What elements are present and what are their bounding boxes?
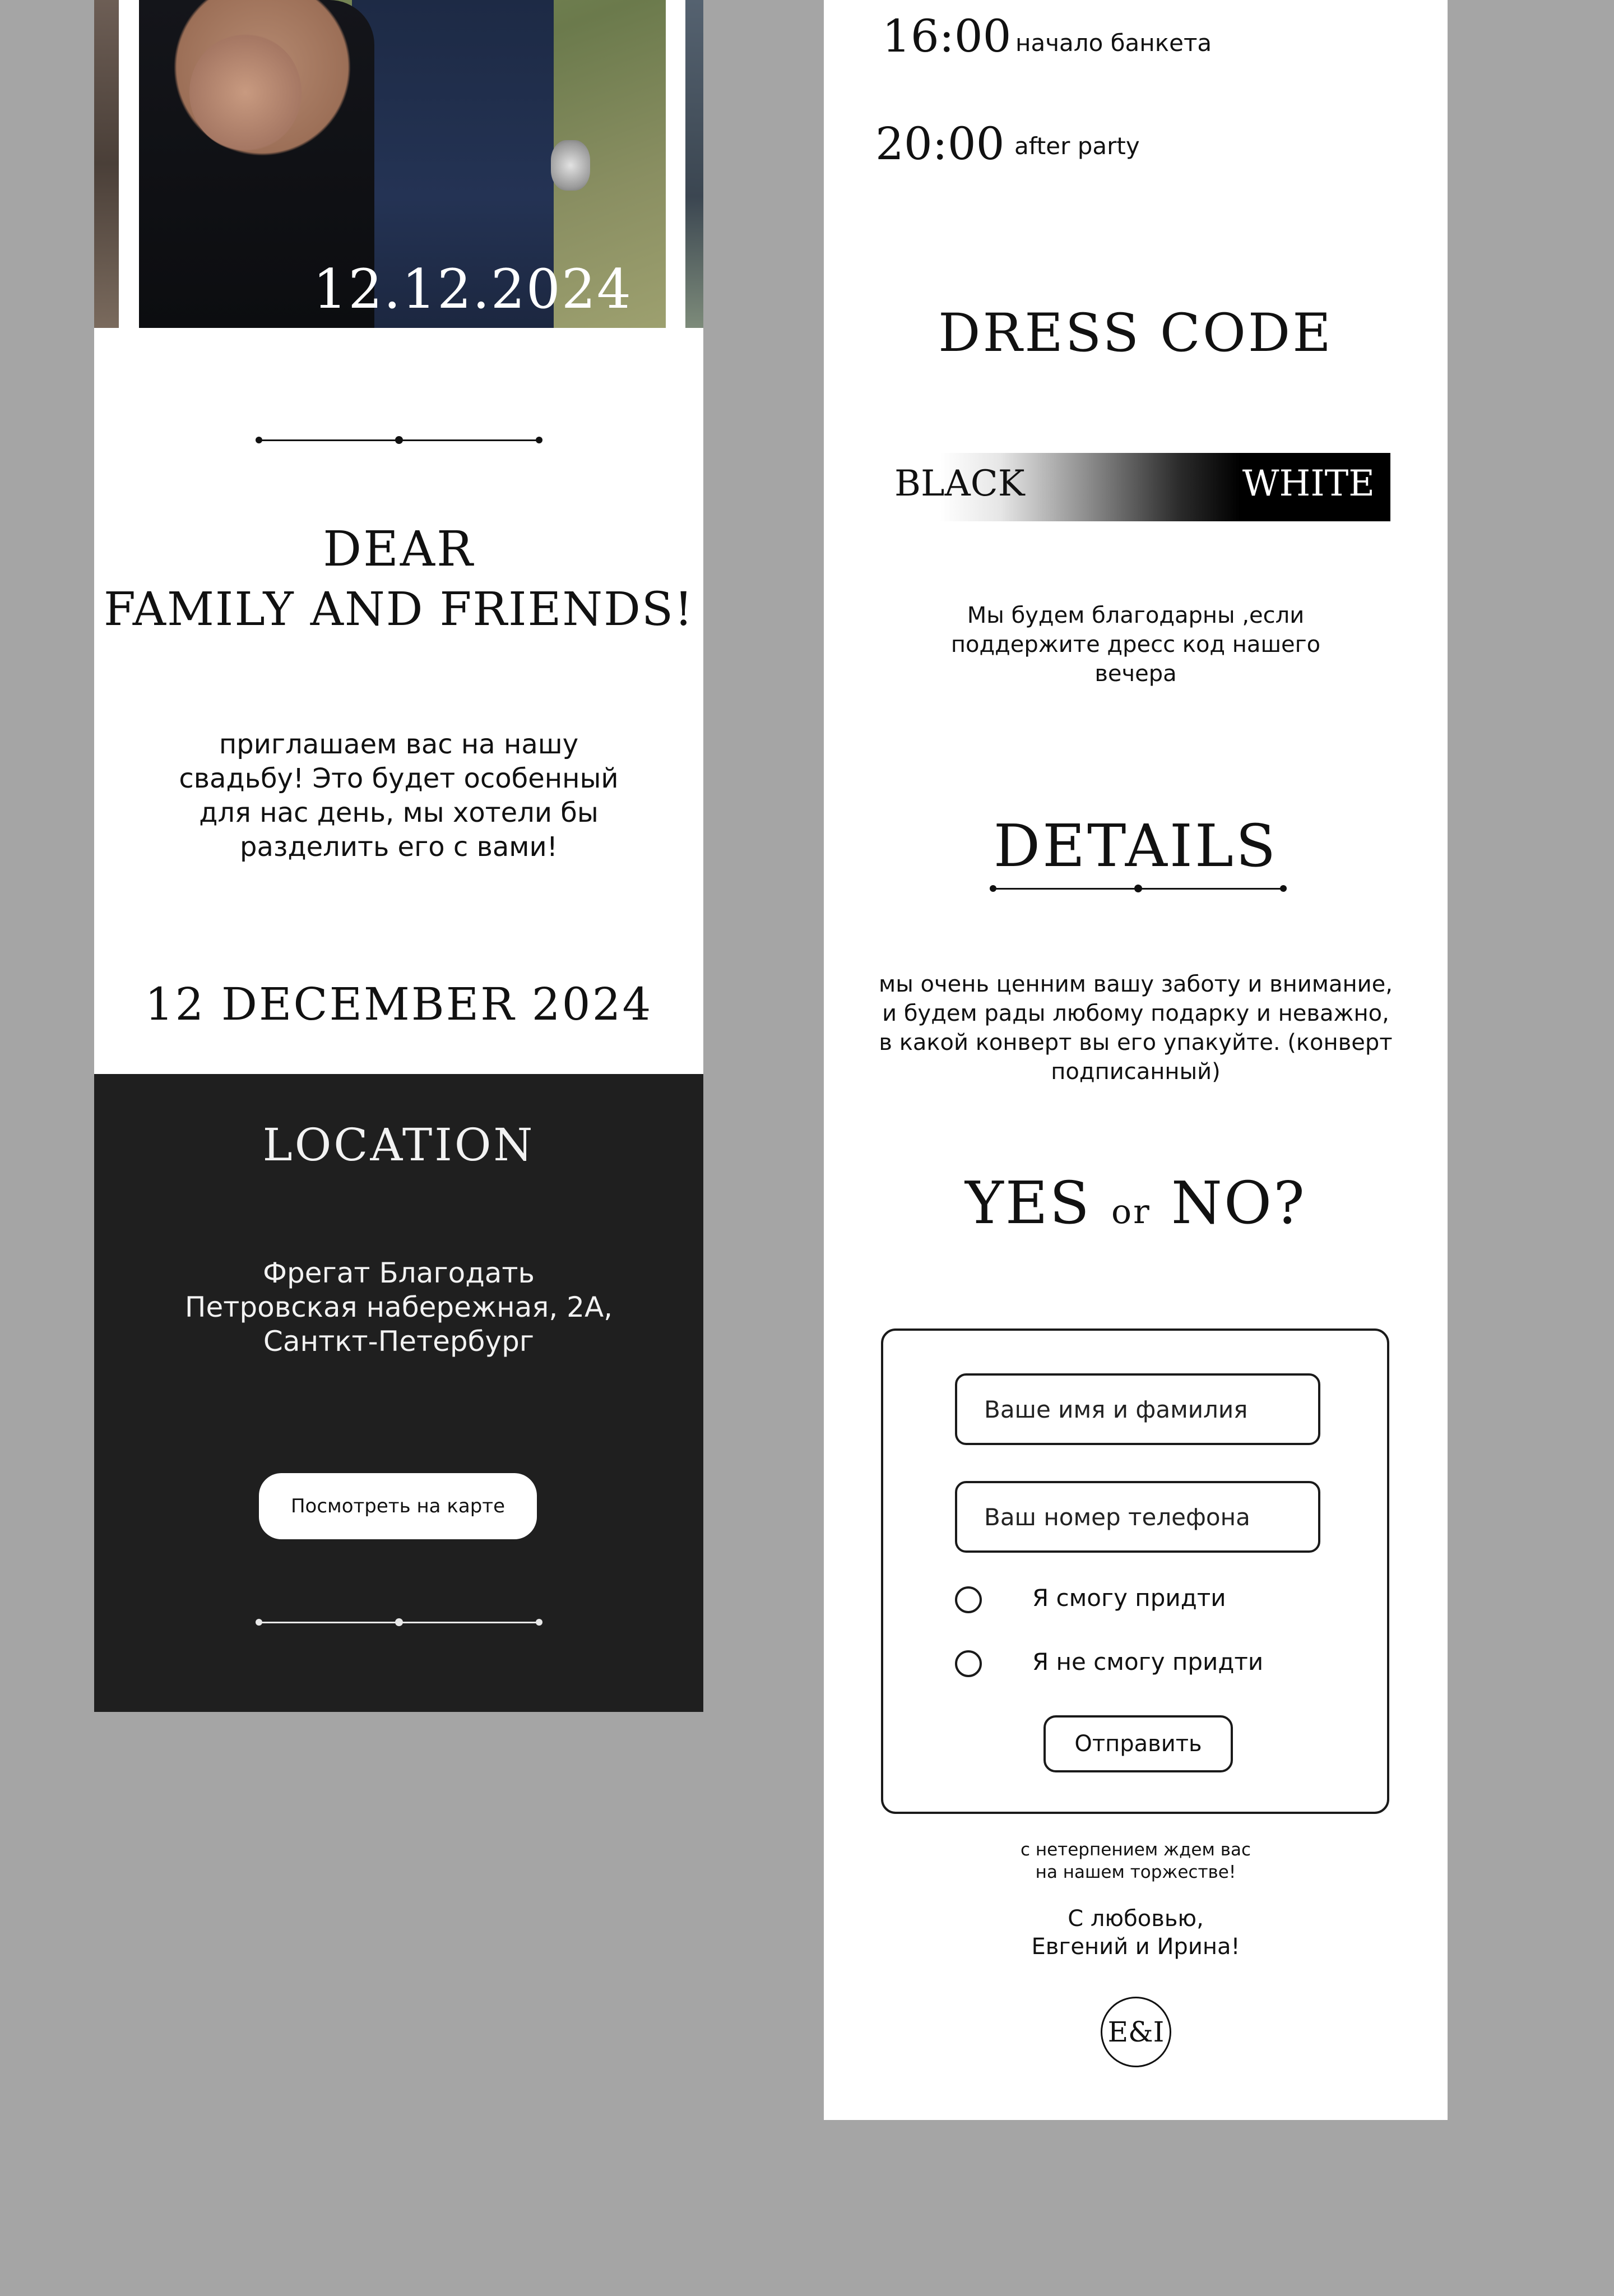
- venue-name: Фрегат Благодать: [262, 1257, 535, 1289]
- attend-no-label: Я не смогу придти: [1032, 1648, 1264, 1675]
- venue-address: [128, 1256, 670, 1359]
- rsvp-title-yes: YES: [965, 1169, 1091, 1237]
- dress-code-gradient-bar: [890, 453, 1390, 521]
- rsvp-title-or: or: [1111, 1192, 1151, 1232]
- divider-ornament: [992, 884, 1284, 893]
- greeting-title: DEAR: [323, 521, 475, 577]
- right-invitation-panel: [824, 0, 1448, 2120]
- divider-ornament: [258, 436, 540, 445]
- dress-code-note: Мы будем благодарны ,если поддержите дресс код нашего вечера: [950, 603, 1321, 687]
- schedule-time-2: 20:00: [875, 118, 1005, 170]
- attend-no-radio[interactable]: [955, 1650, 982, 1677]
- white-label: WHITE: [1242, 463, 1375, 504]
- details-text: мы очень ценним вашу заботу и внимание, и будем рады любому подарку и неважно, в какой конверт вы его упакуйте. (конверт подписанный): [879, 971, 1393, 1085]
- divider-ornament-light: [258, 1618, 540, 1627]
- invitation-text: приглашаем вас на нашу свадьбу! Это будет особенный для нас день, мы хотели бы разделить его с вами!: [179, 729, 619, 863]
- monogram-logo: E&I: [1101, 1997, 1171, 2067]
- rsvp-title: [824, 1169, 1448, 1237]
- greeting-subtitle: FAMILY AND FRIENDS!: [103, 583, 694, 636]
- dress-code-title: DRESS CODE: [938, 303, 1333, 364]
- submit-button[interactable]: Отправить: [1043, 1715, 1233, 1772]
- black-label: BLACK: [894, 463, 1025, 504]
- left-invitation-panel: [94, 0, 703, 1712]
- rsvp-form: [881, 1328, 1389, 1814]
- rsvp-title-no: NO?: [1171, 1169, 1306, 1237]
- schedule-label-2: after party: [1014, 132, 1140, 160]
- schedule-label-1: начало банкета: [1015, 29, 1212, 57]
- signature-line1: С любовью,: [1068, 1906, 1204, 1932]
- couple-photo-image: [139, 0, 666, 328]
- phone-input[interactable]: [955, 1481, 1320, 1553]
- attend-no-option[interactable]: [955, 1647, 1314, 1681]
- photo-date: 12.12.2024: [313, 258, 632, 321]
- attend-yes-option[interactable]: [955, 1583, 1314, 1617]
- details-title: DETAILS: [993, 812, 1278, 880]
- attend-yes-label: Я смогу придти: [1032, 1584, 1226, 1612]
- closing-note-line2: на нашем торжестве!: [1035, 1862, 1236, 1882]
- signature: [824, 1905, 1448, 1961]
- closing-note-line1: с нетерпением ждем вас: [1020, 1840, 1251, 1860]
- view-map-button[interactable]: Посмотреть на карте: [259, 1473, 537, 1539]
- location-title: LOCATION: [262, 1119, 535, 1171]
- closing-note: [824, 1839, 1448, 1883]
- venue-street: Петровская набережная, 2А,: [184, 1291, 613, 1323]
- signature-line2: Евгений и Ирина!: [1031, 1934, 1240, 1960]
- couple-photo: [94, 0, 703, 328]
- photo-hand: [189, 34, 302, 151]
- venue-city: Сантк​т-Петербург: [263, 1325, 535, 1358]
- wedding-date: 12 DECEMBER 2024: [145, 978, 653, 1030]
- name-input[interactable]: [955, 1373, 1320, 1445]
- location-section: [94, 1074, 703, 1712]
- schedule-time-1: 16:00: [882, 10, 1012, 62]
- attend-yes-radio[interactable]: [955, 1586, 982, 1613]
- photo-left-edge: [94, 0, 119, 328]
- photo-right-edge: [685, 0, 703, 328]
- photo-watch: [551, 140, 590, 191]
